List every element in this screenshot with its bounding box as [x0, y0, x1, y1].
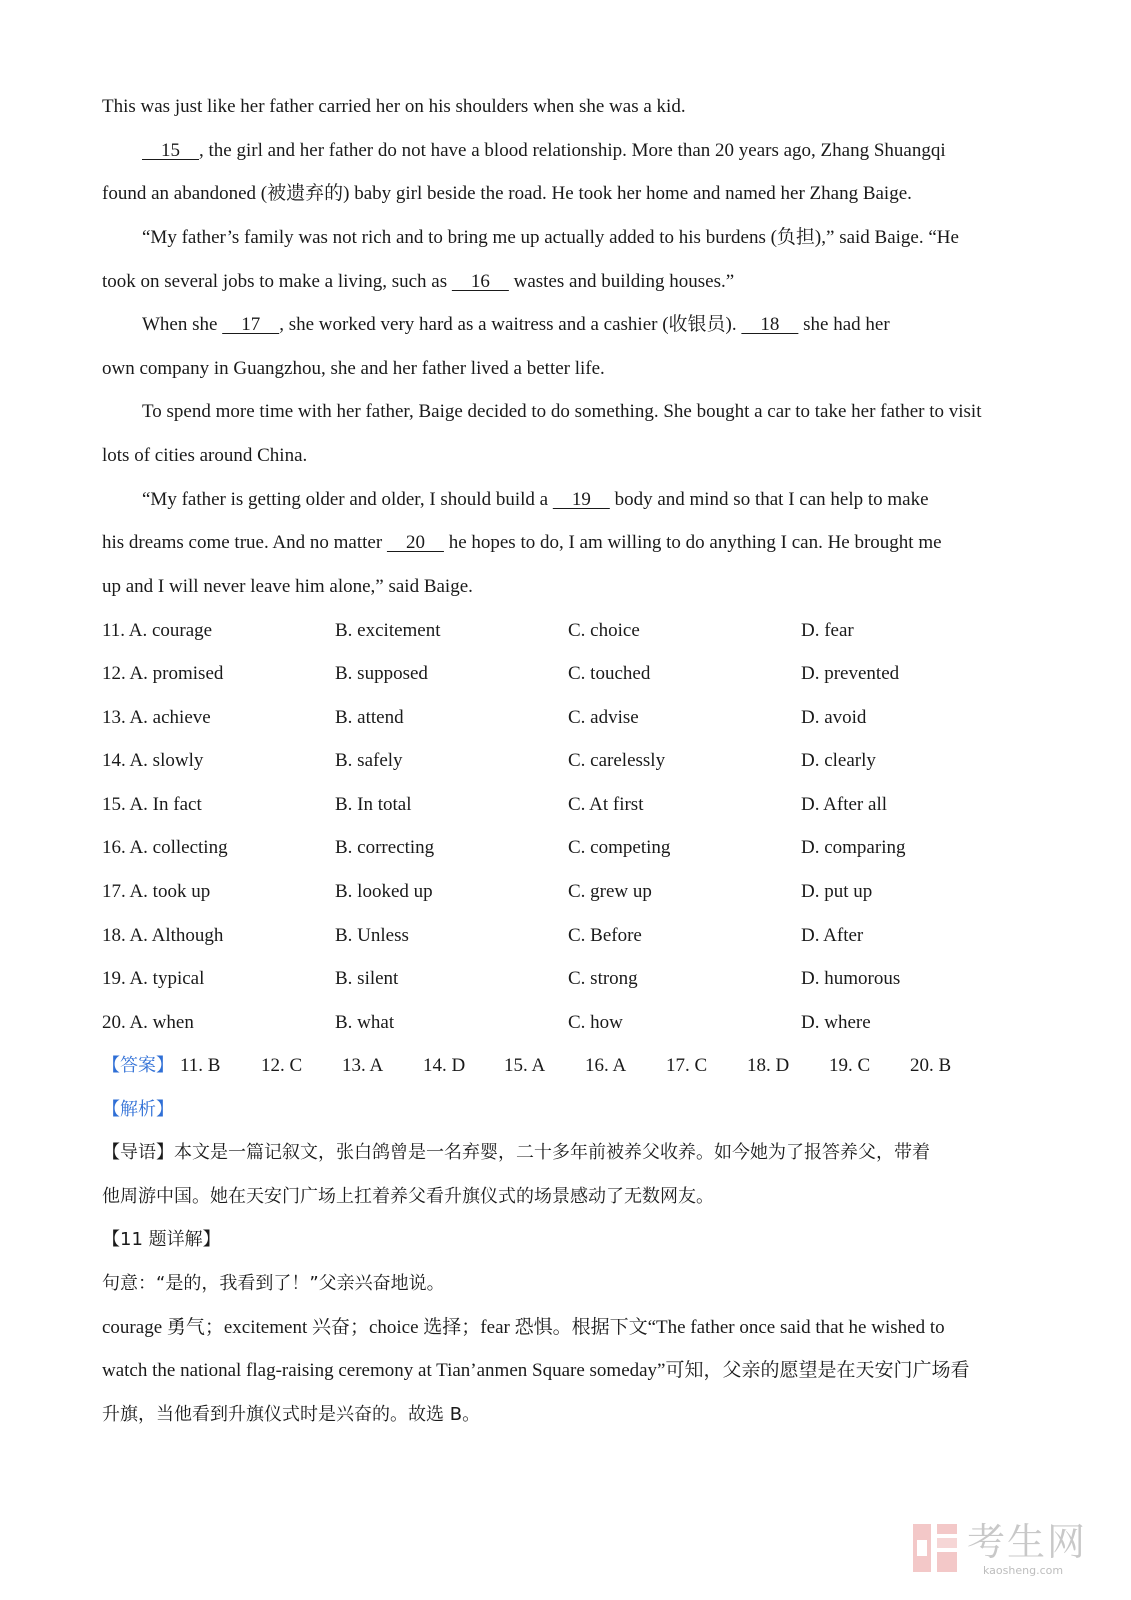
option-row-14: [102, 749, 1032, 773]
answer-item: 12. C: [261, 1055, 303, 1076]
option-a: 17. A. took up: [102, 881, 211, 902]
option-c: C. advise: [568, 707, 639, 728]
option-c: C. touched: [568, 663, 651, 684]
option-c: C. grew up: [568, 881, 652, 902]
option-d: D. clearly: [801, 750, 876, 771]
watermark-url: kaosheng.com: [983, 1564, 1064, 1577]
option-c: C. carelessly: [568, 750, 666, 771]
blank-20: 20: [386, 532, 444, 553]
passage-line: “My father’s family was not rich and to bring me up actually added to his burdens (负担),” said Baige. “He: [142, 227, 959, 248]
option-b: B. excitement: [335, 620, 441, 641]
q11-explanation-line: 升旗，当他看到升旗仪式时是兴奋的。故选 B。: [102, 1404, 481, 1425]
intro-line: 他周游中国。她在天安门广场上扛着养父看升旗仪式的场景感动了无数网友。: [102, 1186, 714, 1207]
option-d: D. fear: [801, 620, 854, 641]
passage-line: lots of cities around China.: [102, 445, 308, 466]
passage-line: 15 , the girl and her father do not have a blood relationship. More than 20 years ago, Zhang Shuangqi: [142, 140, 946, 161]
option-c: C. At first: [568, 794, 644, 815]
option-c: C. strong: [568, 968, 638, 989]
answer-item: 17. C: [666, 1055, 708, 1076]
option-row-18: [102, 924, 1032, 948]
option-row-12: [102, 662, 1032, 686]
option-a: 19. A. typical: [102, 968, 205, 989]
option-row-13: [102, 706, 1032, 730]
option-b: B. supposed: [335, 663, 428, 684]
kaosheng-logo-icon: [913, 1524, 957, 1572]
answer-item: 15. A: [504, 1055, 546, 1076]
option-d: D. After all: [801, 794, 888, 815]
option-row-17: [102, 880, 1032, 904]
option-d: D. where: [801, 1012, 871, 1033]
option-b: B. looked up: [335, 881, 433, 902]
option-a: 16. A. collecting: [102, 837, 228, 858]
q11-sentence: 句意：“是的，我看到了！”父亲兴奋地说。: [102, 1273, 445, 1294]
analysis-label: 【解析】: [102, 1099, 174, 1120]
option-a: 14. A. slowly: [102, 750, 204, 771]
option-d: D. avoid: [801, 707, 867, 728]
answer-item: 11. B: [180, 1055, 221, 1076]
passage-line: When she 17 , she worked very hard as a waitress and a cashier (收银员). 18 she had her: [142, 314, 890, 335]
passage-line: took on several jobs to make a living, such as 16 wastes and building houses.”: [102, 271, 735, 292]
answer-key: [102, 1054, 1032, 1078]
option-d: D. comparing: [801, 837, 906, 858]
option-a: 15. A. In fact: [102, 794, 202, 815]
option-d: D. humorous: [801, 968, 901, 989]
option-d: D. After: [801, 925, 864, 946]
option-d: D. put up: [801, 881, 873, 902]
answer-label: 【答案】: [102, 1055, 174, 1076]
option-b: B. In total: [335, 794, 412, 815]
blank-19: 19: [552, 489, 610, 510]
passage-line: his dreams come true. And no matter 20 he hopes to do, I am willing to do anything I can. He brought me: [102, 532, 942, 553]
option-a: 13. A. achieve: [102, 707, 211, 728]
passage-line: own company in Guangzhou, she and her father lived a better life.: [102, 358, 605, 379]
option-row-16: [102, 836, 1032, 860]
answer-item: 16. A: [585, 1055, 627, 1076]
passage-line: “My father is getting older and older, I should build a 19 body and mind so that I can help to make: [142, 489, 929, 510]
option-d: D. prevented: [801, 663, 900, 684]
passage-line: To spend more time with her father, Baige decided to do something. She bought a car to take her father to visit: [142, 401, 982, 422]
option-row-20: [102, 1011, 1032, 1035]
passage-line: This was just like her father carried her on his shoulders when she was a kid.: [102, 96, 686, 117]
intro-label: 【导语】: [102, 1142, 174, 1163]
answer-item: 20. B: [910, 1055, 952, 1076]
passage-line: up and I will never leave him alone,” said Baige.: [102, 576, 473, 597]
q11-heading: 【11 题详解】: [102, 1229, 221, 1250]
q11-explanation-line: courage 勇气；excitement 兴奋；choice 选择；fear 恐惧。根据下文“The father once said that he wished to: [102, 1317, 945, 1338]
option-a: 20. A. when: [102, 1012, 194, 1033]
blank-17: 17: [222, 314, 280, 335]
answer-item: 14. D: [423, 1055, 466, 1076]
passage-line: found an abandoned (被遗弃的) baby girl beside the road. He took her home and named her Zhang Baige.: [102, 183, 912, 204]
answer-item: 19. C: [829, 1055, 871, 1076]
option-b: B. Unless: [335, 925, 409, 946]
option-b: B. what: [335, 1012, 395, 1033]
intro-line: 【导语】本文是一篇记叙文，张白鸽曾是一名弃婴，二十多年前被养父收养。如今她为了报答养父，带着: [102, 1142, 930, 1163]
answer-item: 13. A: [342, 1055, 384, 1076]
watermark: [913, 1518, 1093, 1582]
option-c: C. competing: [568, 837, 671, 858]
analysis-heading: [102, 1098, 1032, 1122]
option-b: B. silent: [335, 968, 399, 989]
blank-16: 16: [451, 271, 509, 292]
q11-explanation-line: watch the national flag-raising ceremony at Tian’anmen Square someday”可知，父亲的愿望是在天安门广场看: [102, 1360, 970, 1381]
watermark-brand: 考生网: [967, 1520, 1088, 1564]
option-c: C. Before: [568, 925, 642, 946]
option-row-19: [102, 967, 1032, 991]
option-row-15: [102, 793, 1032, 817]
option-c: C. how: [568, 1012, 623, 1033]
option-a: 11. A. courage: [102, 620, 213, 641]
option-a: 12. A. promised: [102, 663, 224, 684]
option-a: 18. A. Although: [102, 925, 224, 946]
option-b: B. safely: [335, 750, 403, 771]
option-b: B. attend: [335, 707, 404, 728]
option-c: C. choice: [568, 620, 640, 641]
option-b: B. correcting: [335, 837, 435, 858]
blank-18: 18: [741, 314, 799, 335]
option-row-11: [102, 619, 1032, 643]
blank-15: 15: [142, 140, 199, 161]
answer-item: 18. D: [747, 1055, 790, 1076]
